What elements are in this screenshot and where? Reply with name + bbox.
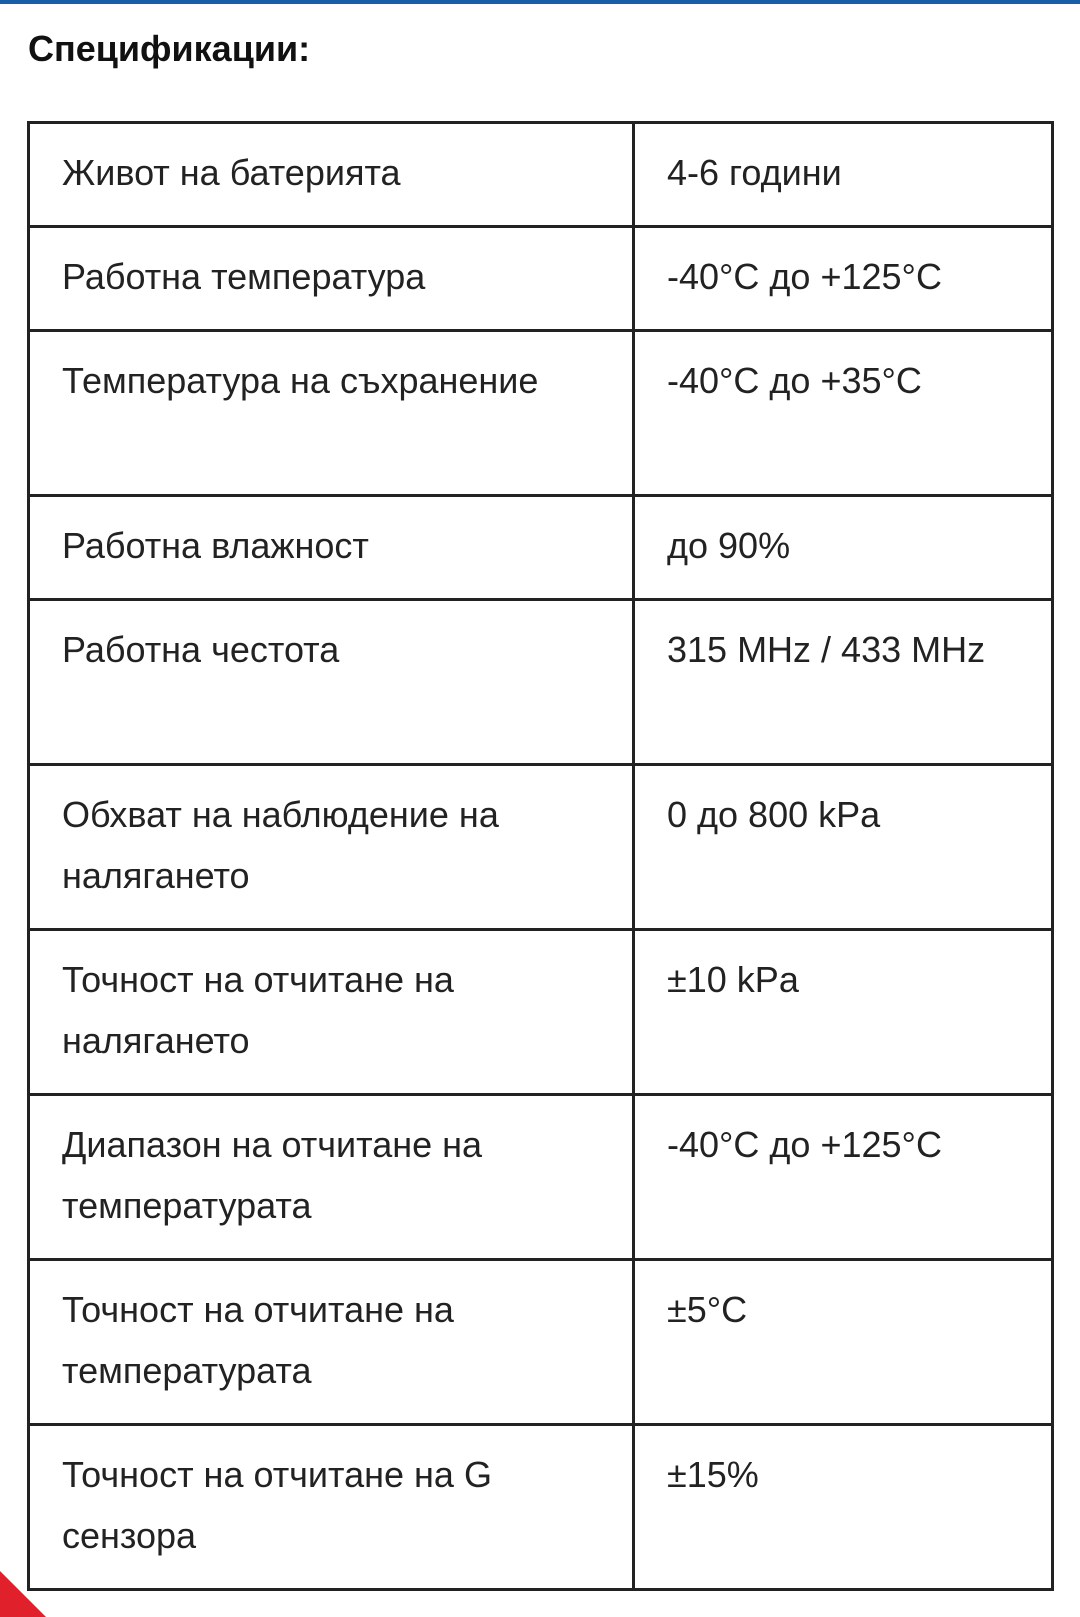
table-row	[29, 123, 1053, 227]
table-row	[29, 600, 1053, 765]
spec-value: 0 до 800 kPa	[634, 765, 1053, 930]
spec-label: Обхват на наблюдение на налягането	[29, 765, 634, 930]
spec-label: Температура на съхранение	[29, 331, 634, 496]
spec-label: Точност на отчитане на налягането	[29, 930, 634, 1095]
spec-value: до 90%	[634, 496, 1053, 600]
spec-value: ±5°C	[634, 1260, 1053, 1425]
specifications-table	[27, 121, 1054, 1591]
table-row	[29, 1260, 1053, 1425]
table-row	[29, 930, 1053, 1095]
spec-label: Живот на батерията	[29, 123, 634, 227]
corner-ribbon-mark	[0, 1571, 46, 1617]
table-row	[29, 331, 1053, 496]
table-row	[29, 1095, 1053, 1260]
spec-value: ±15%	[634, 1425, 1053, 1590]
table-row	[29, 765, 1053, 930]
spec-label: Работна температура	[29, 227, 634, 331]
spec-label: Работна влажност	[29, 496, 634, 600]
section-title: Спецификации:	[28, 28, 311, 69]
top-accent-rule	[0, 0, 1080, 4]
spec-value: -40°C до +125°C	[634, 1095, 1053, 1260]
spec-value: -40°C до +125°C	[634, 227, 1053, 331]
spec-label: Точност на отчитане на температурата	[29, 1260, 634, 1425]
spec-value: -40°C до +35°C	[634, 331, 1053, 496]
table-row	[29, 227, 1053, 331]
spec-value: 315 MHz / 433 MHz	[634, 600, 1053, 765]
spec-value: ±10 kPa	[634, 930, 1053, 1095]
spec-label: Диапазон на отчитане на температурата	[29, 1095, 634, 1260]
spec-label: Точност на отчитане на G сензора	[29, 1425, 634, 1590]
table-row	[29, 1425, 1053, 1590]
spec-label: Работна честота	[29, 600, 634, 765]
spec-value: 4-6 години	[634, 123, 1053, 227]
table-row	[29, 496, 1053, 600]
